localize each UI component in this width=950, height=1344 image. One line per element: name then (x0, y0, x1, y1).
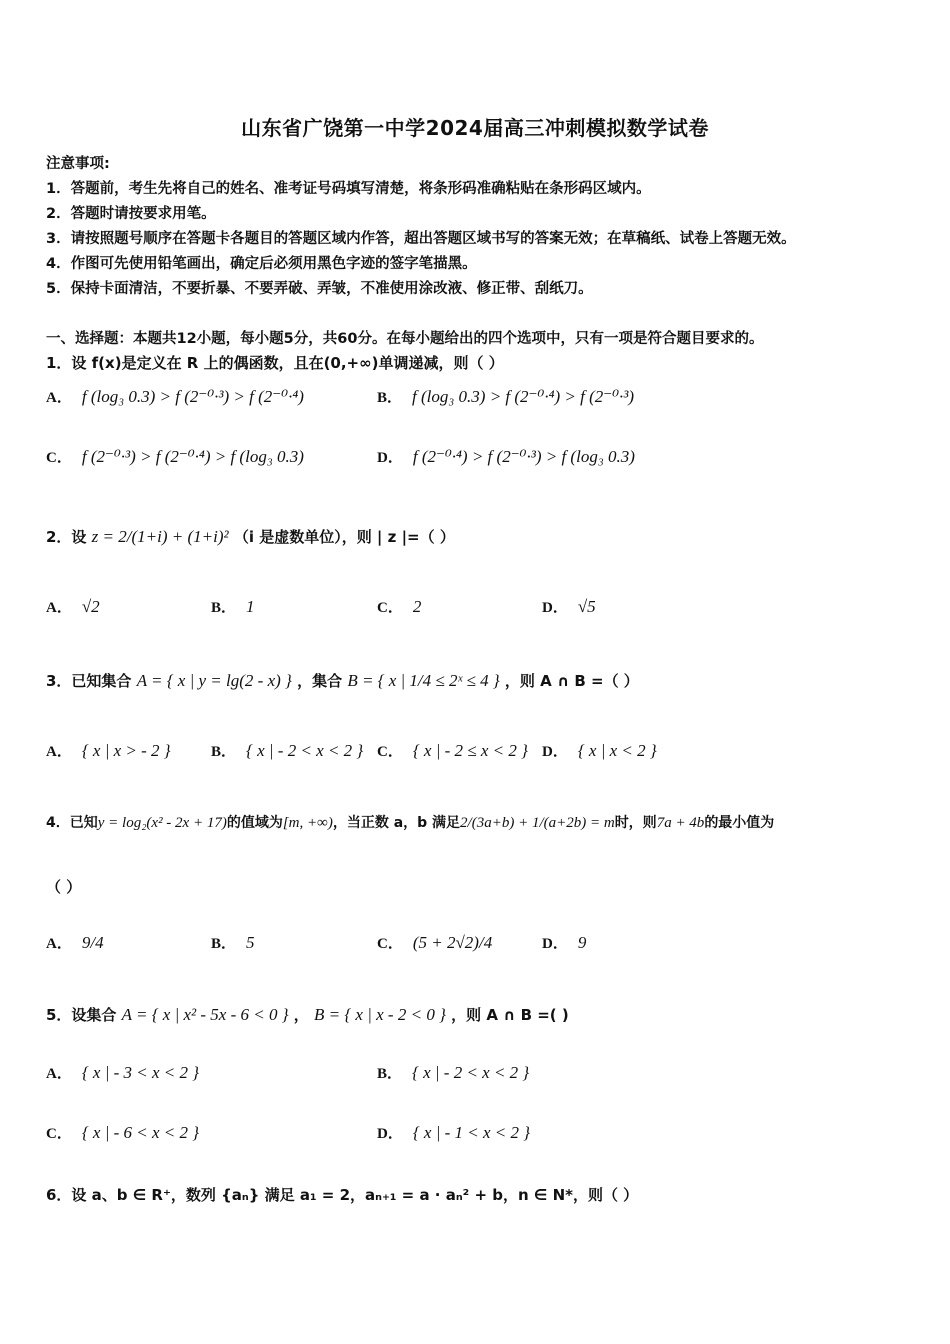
q5-text-post: ，则 A ∩ B =( ) (451, 1006, 569, 1024)
q3-option-a[interactable] (46, 740, 171, 761)
option-label: C． (46, 450, 72, 466)
q5-option-a[interactable] (46, 1062, 199, 1083)
option-value: { x | - 2 < x < 2 } (412, 1063, 530, 1082)
q2-text-post: （i 是虚数单位），则 | z |=（ ） (233, 528, 455, 546)
section-heading: 一、选择题：本题共12小题，每小题5分，共60分。在每小题给出的四个选项中，只有一项是符合题目要求的。 (46, 331, 764, 347)
option-value: √5 (577, 597, 596, 616)
note-item-4: 4．作图可先使用铅笔画出，确定后必须用黑色字迹的签字笔描黑。 (46, 256, 477, 272)
option-value: f (log₃ 0.3) > f (2⁻⁰·³) > f (2⁻⁰·⁴) (81, 387, 304, 406)
q3-text-post: ，则 A ∩ B =（ ） (504, 672, 639, 690)
question-5-stem (46, 1004, 569, 1025)
option-label: D． (542, 744, 568, 760)
question-1-stem: 1．设 f(x)是定义在 R 上的偶函数，且在(0,+∞)单调递减，则（ ） (46, 354, 504, 372)
option-value: 5 (246, 933, 255, 952)
notes-heading: 注意事项: (46, 156, 110, 172)
question-6-stem: 6．设 a、b ∈ R⁺，数列 {aₙ} 满足 a₁ = 2，aₙ₊₁ = a · aₙ² + b，n ∈ N*，则（ ） (46, 1186, 639, 1204)
q3-option-b[interactable] (211, 740, 363, 761)
q5-text-pre: 5．设集合 (46, 1006, 117, 1024)
option-label: A． (46, 744, 72, 760)
option-label: D． (542, 936, 568, 952)
option-value: f (log₃ 0.3) > f (2⁻⁰·⁴) > f (2⁻⁰·³) (412, 387, 635, 406)
q2-formula: z = 2/(1+i) + (1+i)² (91, 527, 229, 546)
q3-option-d[interactable] (542, 740, 657, 761)
q2-text-pre: 2．设 (46, 528, 87, 546)
note-item-3: 3．请按照题号顺序在答题卡各题目的答题区域内作答，超出答题区域书写的答案无效；在草稿纸、试卷上答题无效。 (46, 231, 796, 247)
option-label: B． (377, 390, 403, 406)
q3-set-b: B = { x | 1/4 ≤ 2ˣ ≤ 4 } (347, 671, 500, 690)
option-label: A． (46, 390, 72, 406)
q4-text-mid2: ，当正数 a，b 满足 (332, 815, 461, 831)
option-value: √2 (81, 597, 100, 616)
question-2-stem (46, 526, 455, 547)
q1-option-c[interactable] (46, 446, 304, 467)
q1-option-a[interactable] (46, 386, 304, 407)
option-value: { x | - 1 < x < 2 } (412, 1123, 531, 1142)
option-label: B． (377, 1066, 403, 1082)
q2-option-c[interactable] (377, 596, 421, 617)
question-3-stem (46, 670, 639, 691)
q4-option-c[interactable] (377, 932, 492, 953)
q4-range: [m, +∞) (282, 815, 333, 831)
option-label: B． (211, 744, 237, 760)
q4-function: y = log₂(x² - 2x + 17) (97, 815, 227, 831)
option-value: f (2⁻⁰·⁴) > f (2⁻⁰·³) > f (log₃ 0.3) (412, 447, 635, 466)
q5-option-d[interactable] (377, 1122, 530, 1143)
q3-option-c[interactable] (377, 740, 528, 761)
q2-option-b[interactable] (211, 596, 255, 617)
q2-option-d[interactable] (542, 596, 596, 617)
option-label: D． (542, 600, 568, 616)
q4-text-mid1: 的值域为 (226, 815, 283, 831)
option-value: { x | x < 2 } (577, 741, 657, 760)
q5-option-b[interactable] (377, 1062, 529, 1083)
q4-option-a[interactable] (46, 932, 104, 953)
option-value: 2 (412, 597, 422, 616)
option-value: 1 (246, 597, 255, 616)
option-label: A． (46, 936, 72, 952)
note-item-2: 2．答题时请按要求用笔。 (46, 206, 216, 222)
q3-text-mid: ，集合 (297, 672, 343, 690)
option-label: C． (377, 936, 403, 952)
exam-title: 山东省广饶第一中学2024届高三冲刺模拟数学试卷 (241, 116, 709, 140)
option-value: { x | - 2 < x < 2 } (246, 741, 364, 760)
q5-option-c[interactable] (46, 1122, 199, 1143)
option-value: { x | - 2 ≤ x < 2 } (412, 741, 528, 760)
q4-option-d[interactable] (542, 932, 586, 953)
option-value: { x | - 6 < x < 2 } (81, 1123, 200, 1142)
option-label: B． (211, 600, 237, 616)
option-label: C． (377, 744, 403, 760)
option-label: D． (377, 1126, 403, 1142)
q5-text-mid: ， (293, 1006, 309, 1024)
option-label: C． (377, 600, 403, 616)
q4-target: 7a + 4b (656, 815, 705, 831)
q3-text-pre: 3．已知集合 (46, 672, 132, 690)
option-value: { x | - 3 < x < 2 } (81, 1063, 200, 1082)
q1-option-d[interactable] (377, 446, 635, 467)
q4-text-pre: 4．已知 (46, 815, 98, 831)
option-value: 9 (577, 933, 587, 952)
q5-set-a: A = { x | x² - 5x - 6 < 0 } (121, 1005, 289, 1024)
option-value: 9/4 (81, 933, 104, 952)
option-value: f (2⁻⁰·³) > f (2⁻⁰·⁴) > f (log₃ 0.3) (81, 447, 304, 466)
option-label: B． (211, 936, 237, 952)
q3-set-a: A = { x | y = lg(2 - x) } (136, 671, 292, 690)
q4-option-b[interactable] (211, 932, 255, 953)
q4-condition: 2/(3a+b) + 1/(a+2b) = m (460, 815, 615, 831)
question-4-stem (46, 812, 774, 832)
q4-text-post: 的最小值为 (704, 815, 775, 831)
note-item-5: 5．保持卡面清洁，不要折暴、不要弄破、弄皱，不准使用涂改液、修正带、刮纸刀。 (46, 281, 593, 297)
q5-set-b: B = { x | x - 2 < 0 } (314, 1005, 446, 1024)
option-label: C． (46, 1126, 72, 1142)
option-label: A． (46, 600, 72, 616)
option-value: (5 + 2√2)/4 (412, 933, 493, 952)
q4-text-mid3: 时，则 (614, 815, 657, 831)
option-value: { x | x > - 2 } (81, 741, 171, 760)
option-label: D． (377, 450, 403, 466)
question-4-stem-cont: （ ） (46, 878, 82, 896)
q1-option-b[interactable] (377, 386, 634, 407)
option-label: A． (46, 1066, 72, 1082)
note-item-1: 1．答题前，考生先将自己的姓名、准考证号码填写清楚，将条形码准确粘贴在条形码区域内。 (46, 181, 651, 197)
q2-option-a[interactable] (46, 596, 100, 617)
